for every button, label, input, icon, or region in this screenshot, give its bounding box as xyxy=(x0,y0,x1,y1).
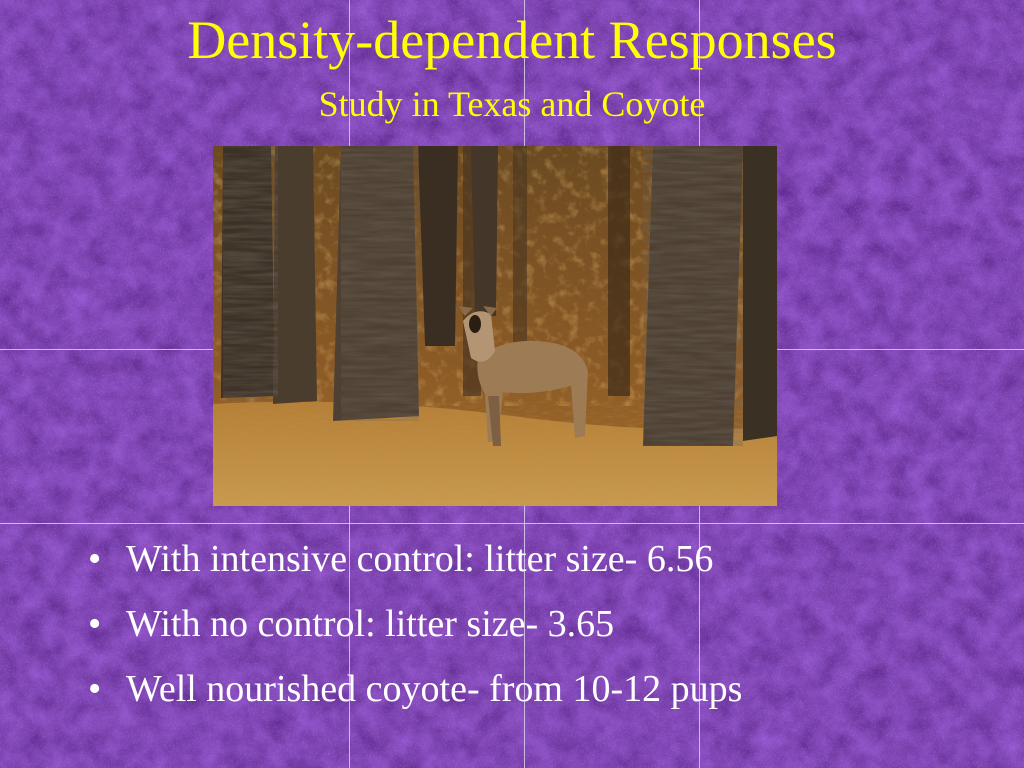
bullet-text: Well nourished coyote- from 10-12 pups xyxy=(126,668,743,710)
bullet-marker: • xyxy=(88,538,102,580)
grid-line-horizontal xyxy=(0,523,1024,524)
bullet-text: With intensive control: litter size- 6.56 xyxy=(126,538,714,580)
bullet-list xyxy=(88,537,742,732)
bullet-item xyxy=(88,602,742,646)
coyote-photo xyxy=(213,146,777,506)
bullet-item xyxy=(88,537,742,581)
bullet-marker: • xyxy=(88,668,102,710)
slide-title: Density-dependent Responses xyxy=(187,10,837,70)
bullet-text: With no control: litter size- 3.65 xyxy=(126,603,615,645)
bullet-item xyxy=(88,667,742,711)
slide-subtitle: Study in Texas and Coyote xyxy=(318,84,706,124)
bullet-marker: • xyxy=(88,603,102,645)
